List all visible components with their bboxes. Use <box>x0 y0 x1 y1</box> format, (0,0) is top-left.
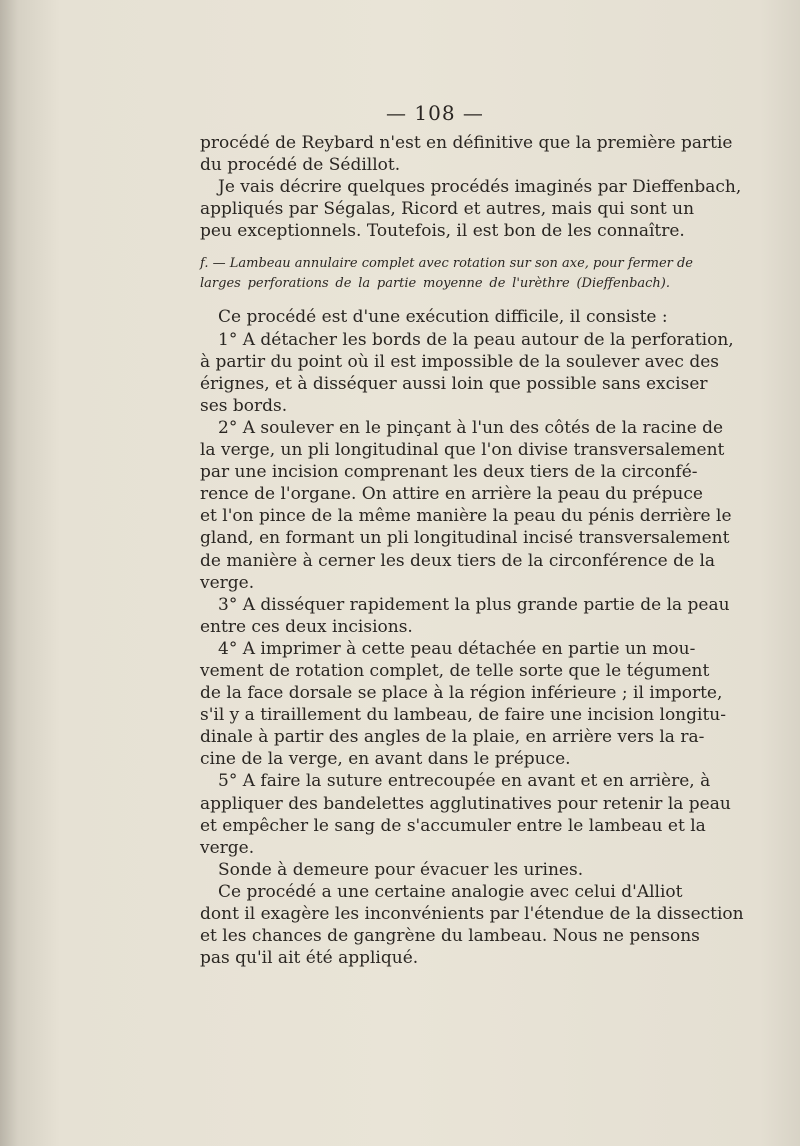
page-number: — 108 — <box>386 101 484 125</box>
text-line: entre ces deux incisions. <box>200 616 413 637</box>
text-line: du procédé de Sédillot. <box>200 155 401 176</box>
text-line: de la face dorsale se place à la région inférieure ; il importe, <box>200 683 723 704</box>
text-line: 4° A imprimer à cette peau détachée en partie un mou- <box>218 638 696 659</box>
text-line: 2° A soulever en le pinçant à l'un des côtés de la racine de <box>218 417 724 438</box>
text-line: dont il exagère les inconvénients par l'étendue de la dissection <box>200 904 744 924</box>
text-block <box>200 101 744 969</box>
intro-paragraphs <box>200 132 742 242</box>
text-line: rence de l'organe. On attire en arrière la peau du prépuce <box>200 484 703 505</box>
text-line: appliqués par Ségalas, Ricord et autres, mais qui sont un <box>200 199 695 220</box>
text-line: appliquer des bandelettes agglutinatives pour retenir la peau <box>200 793 731 814</box>
text-line: et l'on pince de la même manière la peau du pénis derrière le <box>200 506 732 527</box>
text-line: Ce procédé est d'une exécution difficile, il consiste : <box>218 307 668 328</box>
text-line: la verge, un pli longitudinal que l'on divise transversalement <box>200 440 725 461</box>
text-line: de manière à cerner les deux tiers de la circonférence de la <box>200 550 716 571</box>
text-line: 1° A détacher les bords de la peau autour de la perforation, <box>218 329 734 350</box>
text-line: cine de la verge, en avant dans le prépuce. <box>200 749 571 770</box>
text-line: verge. <box>200 572 255 593</box>
body-paragraphs <box>200 306 744 969</box>
text-line: vement de rotation complet, de telle sorte que le tégument <box>200 660 710 681</box>
text-line: gland, en formant un pli longitudinal incisé transversalement <box>200 528 730 549</box>
text-line: procédé de Reybard n'est en définitive que la première partie <box>200 133 733 153</box>
text-line: et les chances de gangrène du lambeau. Nous ne pensons <box>200 926 700 947</box>
text-line: dinale à partir des angles de la plaie, en arrière vers la ra- <box>200 727 705 748</box>
text-line: Sonde à demeure pour évacuer les urines. <box>218 859 584 880</box>
caption-line: f. — Lambeau annulaire complet avec rotation sur son axe, pour fermer de <box>200 256 693 272</box>
text-line: par une incision comprenant les deux tiers de la circonfé- <box>200 462 698 483</box>
text-line: ses bords. <box>200 395 288 416</box>
text-line: 5° A faire la suture entrecoupée en avant et en arrière, à <box>218 771 711 792</box>
caption-line: larges perforations de la partie moyenne de l'urèthre (Dieffenbach). <box>200 276 670 292</box>
text-line: Ce procédé a une certaine analogie avec celui d'Alliot <box>218 881 683 902</box>
text-line: et empêcher le sang de s'accumuler entre le lambeau et la <box>200 815 706 836</box>
text-line: pas qu'il ait été appliqué. <box>200 948 419 969</box>
text-line: à partir du point où il est impossible de la soulever avec des <box>200 351 719 372</box>
text-line: s'il y a tiraillement du lambeau, de faire une incision longitu- <box>200 705 726 726</box>
section-caption <box>200 254 693 294</box>
text-line: peu exceptionnels. Toutefois, il est bon de les connaître. <box>200 221 685 242</box>
text-line: 3° A disséquer rapidement la plus grande partie de la peau <box>218 594 730 615</box>
text-line: verge. <box>200 837 255 858</box>
text-line: érignes, et à disséquer aussi loin que possible sans exciser <box>200 373 708 394</box>
text-line: Je vais décrire quelques procédés imaginés par Dieffenbach, <box>218 177 742 198</box>
